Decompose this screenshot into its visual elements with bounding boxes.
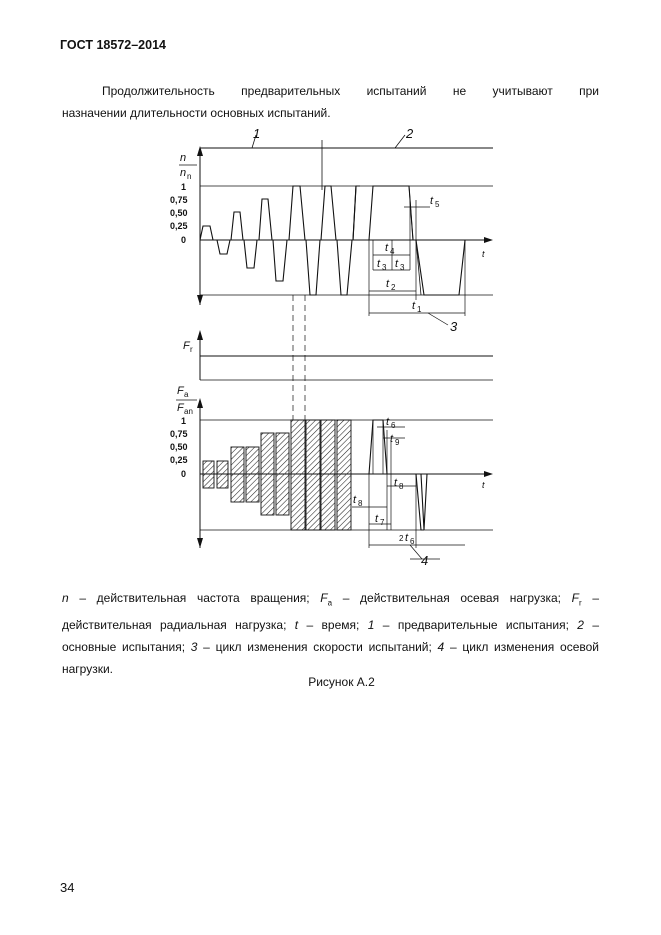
legend-n-symbol: n — [62, 591, 69, 605]
fa-ylabel-den: F — [177, 402, 184, 414]
t6-label: t — [386, 416, 390, 428]
caption-number: А.2 — [356, 675, 375, 689]
legend-fr-text: – действительная радиальная нагрузка; — [62, 591, 599, 633]
callout-3: 3 — [450, 319, 458, 334]
speed-xlabel: t — [482, 249, 485, 259]
speed-tick-075: 0,75 — [170, 195, 188, 205]
t8-sub-a: 8 — [358, 499, 363, 508]
legend-fr-symbol: F — [571, 591, 579, 605]
speed-tick-025: 0,25 — [170, 221, 188, 231]
fa-ylabel-den-sub: an — [184, 407, 193, 416]
t9-label: t — [390, 433, 394, 445]
legend-fa-text: – действительная осевая нагрузка; — [332, 591, 572, 605]
t7-label: t — [375, 513, 379, 525]
legend-t-text: – время; — [298, 618, 368, 633]
legend-1-text: – предварительные испытания; — [374, 618, 578, 633]
t7-sub: 7 — [380, 518, 385, 527]
legend-fr-sub: r — [579, 598, 582, 608]
t6b-prefix: 2 — [399, 534, 404, 543]
legend-fa-sub: a — [327, 598, 333, 608]
legend-3-number: 3 — [190, 640, 198, 655]
legend-n-text: – действительная частота вращения; — [68, 591, 321, 605]
speed-chart — [170, 146, 493, 334]
t8-label-a: t — [353, 494, 357, 506]
axial-load-chart — [170, 385, 493, 568]
t1-sub: 1 — [417, 305, 422, 314]
callout-2-leader — [395, 135, 405, 148]
speed-tick-050: 0,50 — [170, 208, 188, 218]
legend-2-number: 2 — [577, 618, 584, 633]
speed-tick-1: 1 — [181, 182, 187, 192]
fa-ylabel-num: F — [177, 385, 184, 397]
legend-t-symbol: t — [294, 618, 299, 633]
legend-1-number: 1 — [367, 618, 375, 633]
fa-ylabel-num-sub: a — [184, 390, 189, 399]
axial-tick-025: 0,25 — [170, 455, 188, 465]
t6b-sub: 6 — [410, 537, 415, 546]
fr-ylabel: F — [183, 340, 190, 352]
t2-sub: 2 — [391, 283, 396, 292]
t8-sub-b: 8 — [399, 482, 404, 491]
t6-sub: 6 — [391, 421, 396, 430]
paragraph-line-2: назначении длительности основных испытаний. — [62, 106, 331, 120]
body-paragraph — [62, 80, 599, 124]
legend-2-text: – основные испытания; — [62, 618, 600, 655]
axial-tick-075: 0,75 — [170, 429, 188, 439]
callout-4: 4 — [421, 553, 429, 568]
speed-ylabel-den-sub: n — [187, 172, 192, 181]
axial-xlabel: t — [482, 480, 485, 490]
callout-1: 1 — [253, 126, 261, 141]
axial-tick-1: 1 — [181, 416, 187, 426]
axial-tick-050: 0,50 — [170, 442, 188, 452]
fr-ylabel-sub: r — [190, 345, 193, 354]
t3-label-b: t — [395, 258, 399, 270]
t6b-label: t — [405, 532, 409, 544]
figure-legend — [62, 587, 599, 680]
figure-test-cycles — [165, 125, 510, 570]
caption-word: Рисунок — [308, 675, 354, 689]
t5-sub: 5 — [435, 200, 440, 209]
page-number: 34 — [60, 880, 75, 895]
t1-label: t — [412, 300, 416, 312]
callout-2: 2 — [406, 126, 414, 141]
t5-label: t — [430, 195, 434, 207]
t2-label: t — [386, 278, 390, 290]
radial-load-chart — [183, 330, 493, 380]
speed-ylabel-num: n — [180, 152, 187, 164]
t3-label-a: t — [377, 258, 381, 270]
t4-label: t — [385, 242, 389, 254]
legend-4-number: 4 — [437, 640, 445, 655]
paragraph-line-1: Продолжительность предварительных испытаний не учитывают при — [102, 84, 599, 98]
t8-label-b: t — [394, 477, 398, 489]
t3-sub-b: 3 — [400, 263, 405, 272]
t3-sub-a: 3 — [382, 263, 387, 272]
speed-ylabel-den: n — [180, 167, 187, 179]
figure-caption — [0, 675, 661, 689]
speed-tick-0: 0 — [181, 235, 187, 245]
t9-sub: 9 — [395, 438, 400, 447]
legend-fa-symbol: F — [320, 591, 328, 605]
document-header: ГОСТ 18572–2014 — [60, 38, 166, 52]
figure-diagram — [165, 125, 510, 570]
legend-3-text: – цикл изменения скорости испытаний; — [197, 640, 438, 655]
t4-sub: 4 — [390, 247, 395, 256]
legend-4-text: – цикл изменения осевой нагрузки. — [62, 640, 600, 677]
axial-tick-0: 0 — [181, 469, 187, 479]
